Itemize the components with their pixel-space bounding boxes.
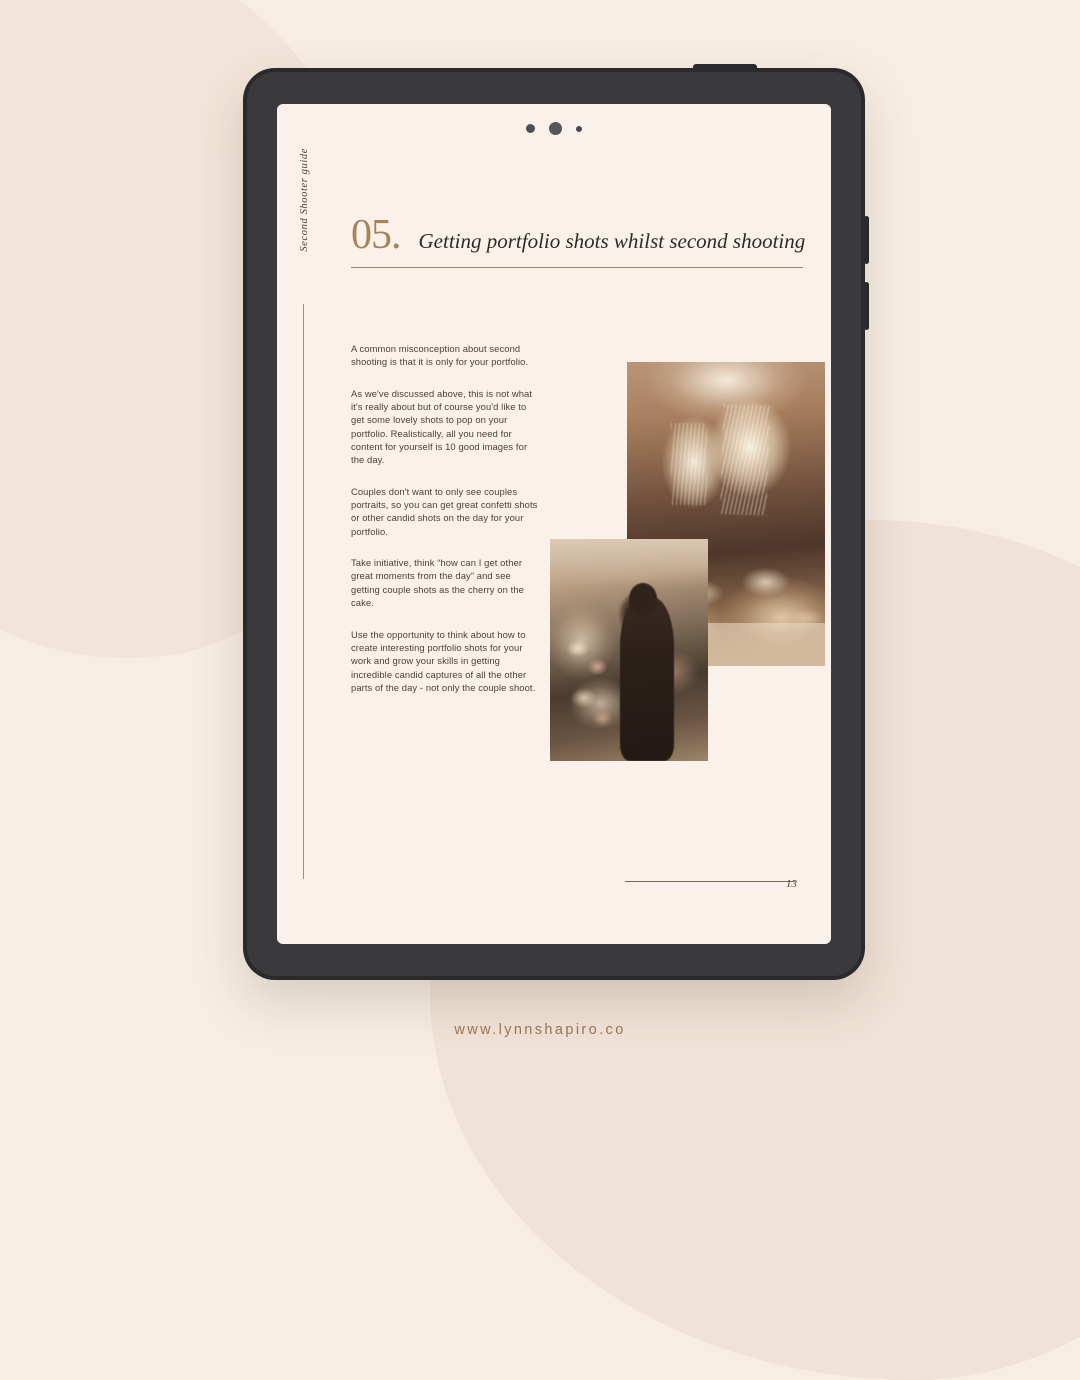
chandelier-strands <box>720 404 770 516</box>
website-url[interactable]: www.lynnshapiro.co <box>454 1022 626 1038</box>
vertical-guide-label <box>293 148 315 298</box>
figure-head <box>629 583 657 615</box>
body-text-column <box>351 342 541 694</box>
floor-light <box>550 539 708 588</box>
body-paragraph: As we've discussed above, this is not what it's really about but of course you'd like to get some lovely shots to pop on your portfolio. Realistically, all you need for content for yourself is 10 good images for the day. <box>351 387 533 466</box>
tablet-screen[interactable] <box>277 104 831 944</box>
page-number: 13 <box>786 878 797 890</box>
chandelier-strands-secondary <box>671 423 707 505</box>
bouquet-flowers <box>559 623 621 752</box>
footer-divider <box>625 881 795 882</box>
body-paragraph: A common misconception about second shooting is that it is only for your portfolio. <box>351 343 529 368</box>
title-divider <box>351 267 803 268</box>
page-title: Getting portfolio shots whilst second shooting <box>418 229 806 253</box>
power-button[interactable] <box>693 64 757 72</box>
document-page <box>277 104 831 944</box>
chapter-number: 05. <box>351 212 401 258</box>
body-paragraph: Use the opportunity to think about how to create interesting portfolio shots for your work and grow your skills in getting incredible candid captures of all the other parts of the day - not only the couple shoot. <box>351 628 536 693</box>
photo-artwork <box>550 539 708 761</box>
volume-down-button[interactable] <box>864 282 869 330</box>
figure-silhouette <box>620 597 674 761</box>
chapter-heading <box>351 212 806 258</box>
vertical-guide-label-text: Second Shooter guide <box>298 148 310 252</box>
left-vertical-rule <box>303 304 304 879</box>
body-paragraph: Couples don't want to only see couples portraits, so you can get great confetti shots or other candid shots on the day for your portfolio. <box>351 485 538 537</box>
tablet-device <box>243 68 865 980</box>
volume-up-button[interactable] <box>864 216 869 264</box>
photo-photographer-holding-bouquet <box>550 539 708 761</box>
body-paragraph: Take initiative, think “how can I get other great moments from the day” and see getting couple shots as the cherry on the cake. <box>351 557 524 609</box>
